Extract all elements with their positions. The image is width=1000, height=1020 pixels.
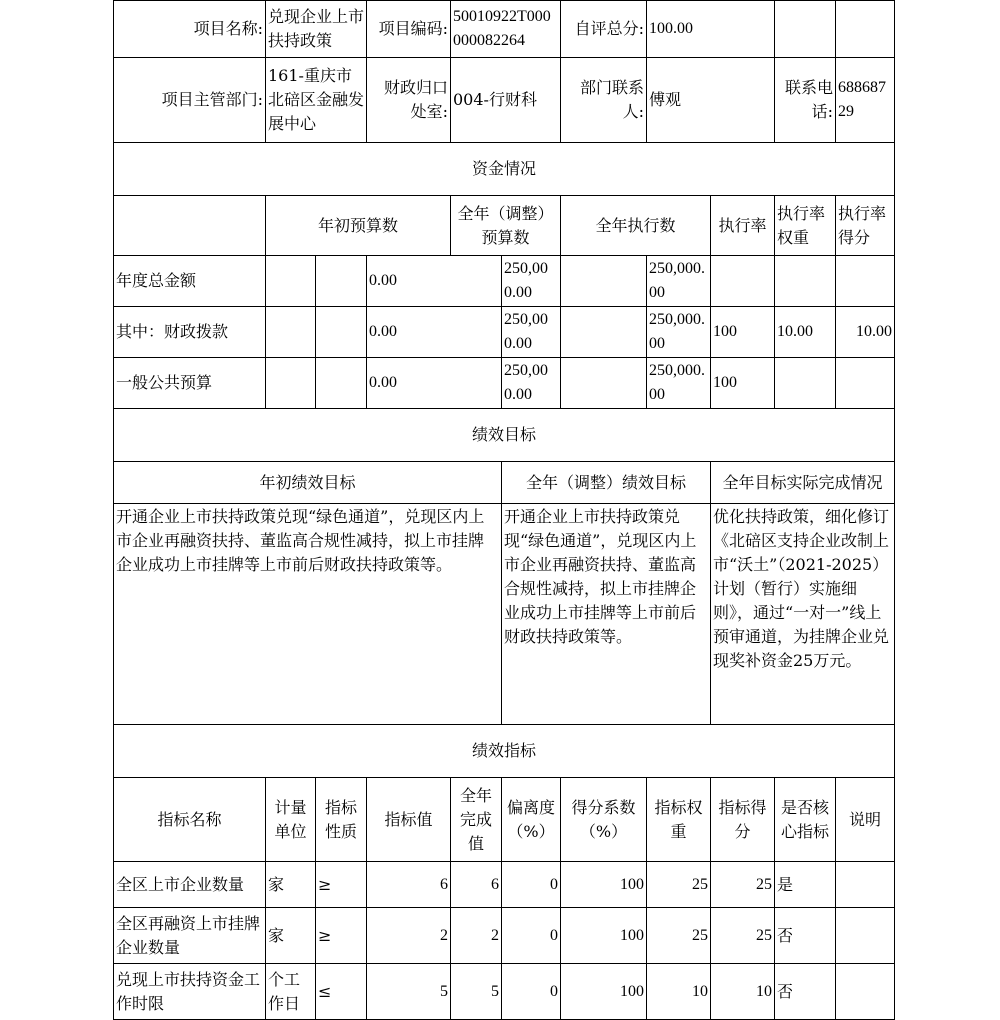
ind-done: 5 (451, 964, 502, 1020)
goals-col-initial: 年初绩效目标 (114, 462, 502, 504)
indicators-section-title-row (114, 725, 895, 778)
ind-col-weight: 指标权重 (647, 778, 711, 862)
ind-col-note: 说明 (836, 778, 895, 862)
funds-initial: 0.00 (367, 358, 502, 409)
dept-label: 项目主管部门: (114, 58, 266, 143)
goals-section-title: 绩效目标 (114, 409, 895, 462)
funds-adjusted: 250,000.00 (502, 307, 561, 358)
funds-section-title: 资金情况 (114, 143, 895, 196)
goals-col-actual: 全年目标实际完成情况 (711, 462, 895, 504)
funds-initial: 0.00 (367, 256, 502, 307)
ind-unit: 家 (266, 908, 316, 964)
ind-value: 5 (367, 964, 451, 1020)
empty-cell (266, 358, 316, 409)
funds-weight (775, 256, 836, 307)
goals-initial-text: 开通企业上市扶持政策兑现“绿色通道”，兑现区内上市企业再融资扶持、董监高合规性减持，拟上市挂牌企业成功上市挂牌等上市前后财政扶持政策等。 (114, 504, 502, 725)
ind-name: 全区再融资上市挂牌企业数量 (114, 908, 266, 964)
funds-col-executed: 全年执行数 (561, 196, 711, 256)
funds-section-title-row (114, 143, 895, 196)
ind-col-done: 全年完成值 (451, 778, 502, 862)
funds-row (114, 307, 895, 358)
project-code-label: 项目编码: (367, 1, 451, 58)
ind-done: 6 (451, 862, 502, 908)
empty-cell (836, 1, 895, 58)
empty-cell (775, 1, 836, 58)
ind-dev: 0 (502, 964, 561, 1020)
phone-label: 联系电话: (775, 58, 836, 143)
goals-header-row (114, 462, 895, 504)
goals-section-title-row (114, 409, 895, 462)
ind-col-value: 指标值 (367, 778, 451, 862)
funds-col-initial: 年初预算数 (266, 196, 451, 256)
ind-core: 否 (775, 908, 836, 964)
empty-cell (316, 256, 367, 307)
ind-coef: 100 (561, 908, 647, 964)
dept: 161-重庆市北碚区金融发展中心 (266, 58, 367, 143)
ind-col-coef: 得分系数（%） (561, 778, 647, 862)
empty-cell (561, 256, 647, 307)
funds-score (836, 256, 895, 307)
finance-office-label: 财政归口处室: (367, 58, 451, 143)
ind-col-score: 指标得分 (711, 778, 775, 862)
ind-dev: 0 (502, 862, 561, 908)
empty-cell (561, 307, 647, 358)
ind-unit: 家 (266, 862, 316, 908)
ind-dev: 0 (502, 908, 561, 964)
goals-content-row (114, 504, 895, 725)
contact-label: 部门联系人: (561, 58, 647, 143)
ind-weight: 10 (647, 964, 711, 1020)
ind-note (836, 908, 895, 964)
funds-adjusted: 250,000.00 (502, 358, 561, 409)
funds-col-rate: 执行率 (711, 196, 775, 256)
header-row-project (114, 1, 895, 58)
funds-score (836, 358, 895, 409)
self-score-label: 自评总分: (561, 1, 647, 58)
indicators-header-row (114, 778, 895, 862)
funds-header-row (114, 196, 895, 256)
project-name: 兑现企业上市扶持政策 (266, 1, 367, 58)
ind-col-name: 指标名称 (114, 778, 266, 862)
funds-adjusted: 250,000.00 (502, 256, 561, 307)
funds-executed: 250,000.00 (647, 256, 711, 307)
ind-col-unit: 计量单位 (266, 778, 316, 862)
ind-col-nature: 指标性质 (316, 778, 367, 862)
funds-rate: 100 (711, 307, 775, 358)
performance-evaluation-table (113, 0, 895, 1020)
ind-value: 2 (367, 908, 451, 964)
funds-rate: 100 (711, 358, 775, 409)
funds-weight: 10.00 (775, 307, 836, 358)
funds-row-label: 一般公共预算 (114, 358, 266, 409)
ind-score: 25 (711, 862, 775, 908)
ind-score: 10 (711, 964, 775, 1020)
goals-col-adjusted: 全年（调整）绩效目标 (502, 462, 711, 504)
funds-col-score: 执行率得分 (836, 196, 895, 256)
contact: 傅观 (647, 58, 775, 143)
ind-coef: 100 (561, 964, 647, 1020)
ind-unit: 个工作日 (266, 964, 316, 1020)
goals-actual-text: 优化扶持政策，细化修订《北碚区支持企业改制上市“沃土”（2021-2025）计划（暂行）实施细则》，通过“一对一”线上预审通道，为挂牌企业兑现奖补资金25万元。 (711, 504, 895, 725)
self-score: 100.00 (647, 1, 775, 58)
indicator-row (114, 964, 895, 1020)
ind-coef: 100 (561, 862, 647, 908)
finance-office: 004-行财科 (451, 58, 561, 143)
empty-cell (316, 307, 367, 358)
ind-core: 是 (775, 862, 836, 908)
empty-cell (114, 196, 266, 256)
ind-note (836, 964, 895, 1020)
ind-nature: ≤ (316, 964, 367, 1020)
funds-executed: 250,000.00 (647, 358, 711, 409)
funds-row-label: 年度总金额 (114, 256, 266, 307)
ind-note (836, 862, 895, 908)
ind-score: 25 (711, 908, 775, 964)
funds-score: 10.00 (836, 307, 895, 358)
funds-row-label: 其中：财政拨款 (114, 307, 266, 358)
funds-executed: 250,000.00 (647, 307, 711, 358)
ind-name: 全区上市企业数量 (114, 862, 266, 908)
indicators-section-title: 绩效指标 (114, 725, 895, 778)
ind-value: 6 (367, 862, 451, 908)
ind-name: 兑现上市扶持资金工作时限 (114, 964, 266, 1020)
funds-rate (711, 256, 775, 307)
project-name-label: 项目名称: (114, 1, 266, 58)
funds-col-weight: 执行率权重 (775, 196, 836, 256)
funds-row (114, 358, 895, 409)
ind-weight: 25 (647, 908, 711, 964)
ind-col-core: 是否核心指标 (775, 778, 836, 862)
ind-nature: ≥ (316, 862, 367, 908)
ind-weight: 25 (647, 862, 711, 908)
ind-done: 2 (451, 908, 502, 964)
empty-cell (561, 358, 647, 409)
empty-cell (316, 358, 367, 409)
empty-cell (266, 307, 316, 358)
ind-col-dev: 偏离度（%） (502, 778, 561, 862)
funds-weight (775, 358, 836, 409)
phone: 68868729 (836, 58, 895, 143)
funds-row (114, 256, 895, 307)
indicator-row (114, 862, 895, 908)
header-row-dept (114, 58, 895, 143)
goals-adjusted-text: 开通企业上市扶持政策兑现“绿色通道”，兑现区内上市企业再融资扶持、董监高合规性减持，拟上市挂牌企业成功上市挂牌等上市前后财政扶持政策等。 (502, 504, 711, 725)
project-code: 50010922T000000082264 (451, 1, 561, 58)
funds-initial: 0.00 (367, 307, 502, 358)
funds-col-adjusted: 全年（调整）预算数 (451, 196, 561, 256)
ind-core: 否 (775, 964, 836, 1020)
empty-cell (266, 256, 316, 307)
ind-nature: ≥ (316, 908, 367, 964)
indicator-row (114, 908, 895, 964)
